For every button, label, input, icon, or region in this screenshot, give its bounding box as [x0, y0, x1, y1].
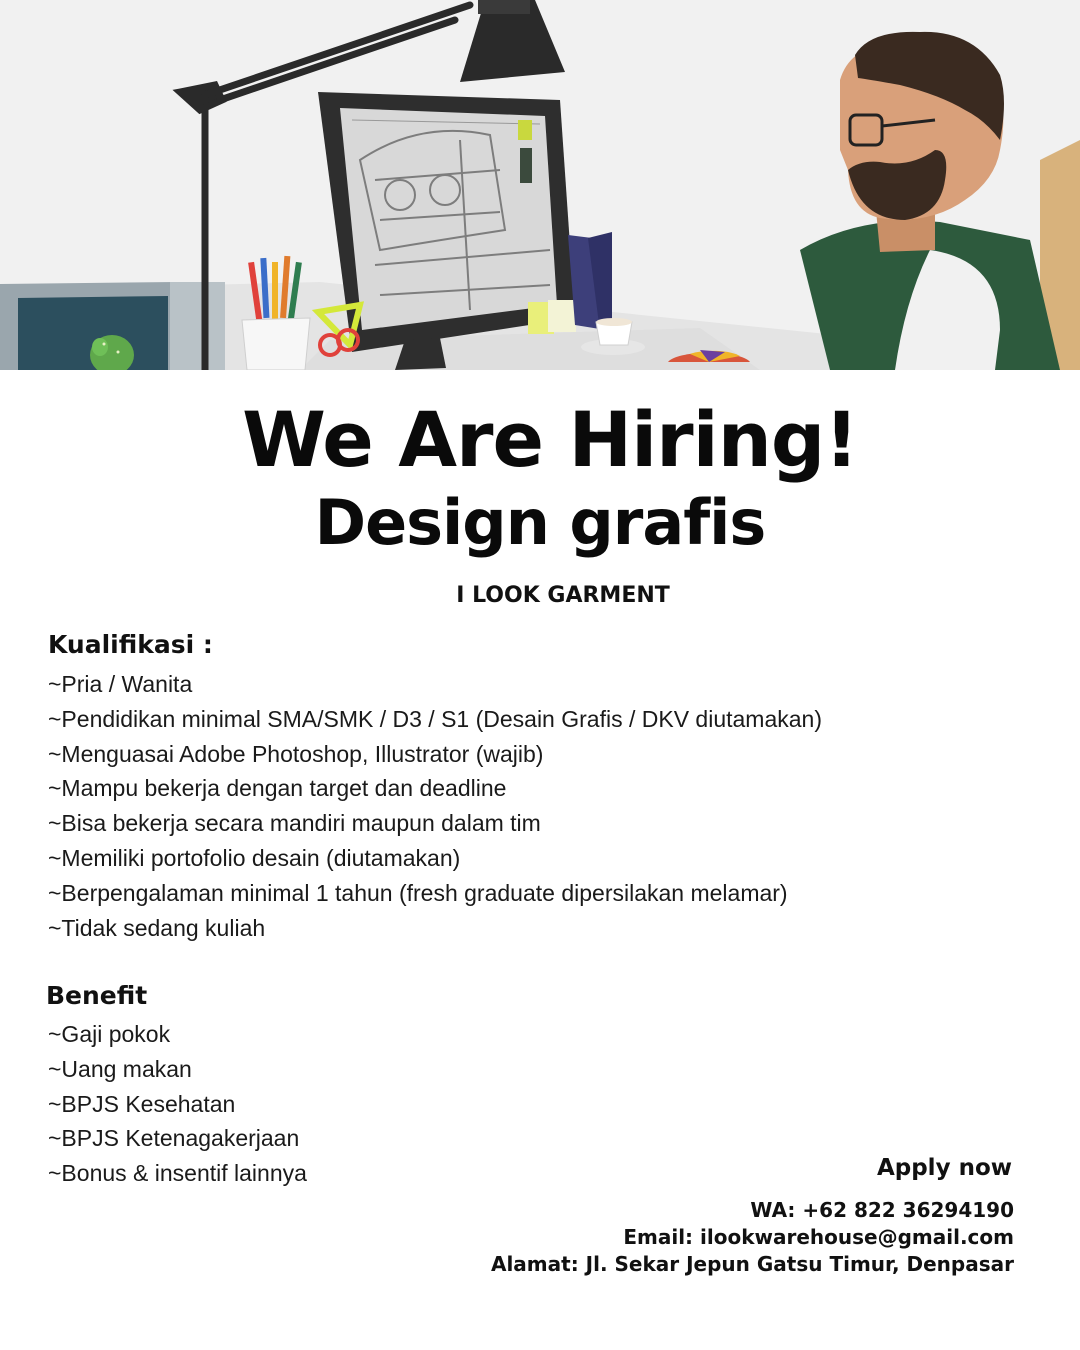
hero-illustration	[0, 0, 1080, 370]
qualifications-list	[48, 667, 822, 945]
address: Alamat: Jl. Sekar Jepun Gatsu Timur, Denpasar	[490, 1252, 1014, 1276]
job-title: Design grafis	[314, 486, 766, 559]
list-item: ~Mampu bekerja dengan target dan deadline	[48, 775, 507, 802]
list-item: ~Bonus & insentif lainnya	[48, 1160, 307, 1187]
list-item: ~Tidak sedang kuliah	[48, 914, 266, 941]
qualifications-heading: Kualifikasi :	[48, 630, 213, 659]
list-item: ~Menguasai Adobe Photoshop, Illustrator (wajib)	[48, 740, 544, 767]
apply-now-label: Apply now	[876, 1155, 1012, 1181]
list-item: ~BPJS Ketenagakerjaan	[48, 1125, 300, 1152]
list-item: ~Gaji pokok	[48, 1021, 171, 1047]
list-item: ~Bisa bekerja secara mandiri maupun dalam tim	[48, 810, 541, 837]
list-item: ~Pria / Wanita	[48, 671, 193, 697]
list-item: ~Memiliki portofolio desain (diutamakan)	[48, 844, 461, 871]
email-address: Email: ilookwarehouse@gmail.com	[623, 1225, 1014, 1249]
company-name: I LOOK GARMENT	[456, 583, 670, 608]
list-item: ~Berpengalaman minimal 1 tahun (fresh graduate dipersilakan melamar)	[48, 879, 788, 906]
books-icon	[568, 232, 612, 332]
list-item: ~Pendidikan minimal SMA/SMK / D3 / S1 (Desain Grafis / DKV diutamakan)	[48, 705, 822, 732]
page-title: We Are Hiring!	[242, 395, 858, 484]
contact-block	[491, 1197, 1014, 1278]
benefits-list	[48, 1017, 307, 1191]
list-item: ~Uang makan	[48, 1055, 192, 1082]
whatsapp-number: WA: +62 822 36294190	[750, 1198, 1014, 1222]
benefits-heading: Benefit	[46, 981, 148, 1010]
list-item: ~BPJS Kesehatan	[48, 1090, 236, 1117]
